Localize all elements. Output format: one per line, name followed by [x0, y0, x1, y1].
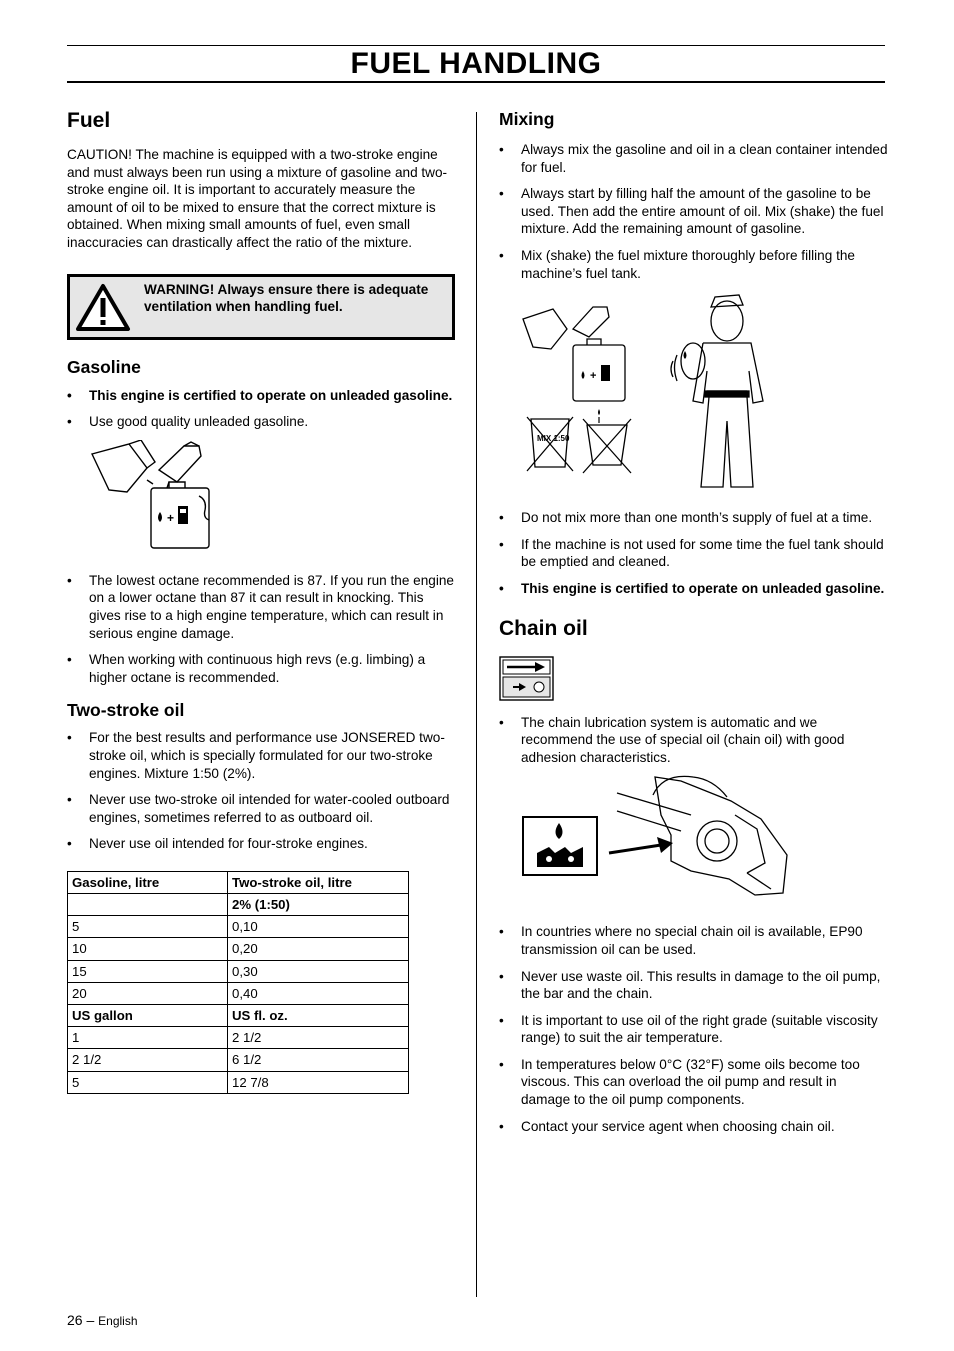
fuel-caution-text: CAUTION! The machine is equipped with a two-stroke engine and must always been run using a mixture of gasoline and two-stroke engine oil. It is important to accurately measure the amount of oil to be mixed to ensure that the correct mixture is obtained. When mixing small amounts of fuel, even small inaccuracies can drastically affect the ratio of the mixture.	[67, 147, 448, 250]
list-item: • If the machine is not used for some time the fuel tank should be emptied and cleaned.	[499, 536, 889, 571]
table-cell: US gallon	[68, 1005, 228, 1027]
list-item: • Always mix the gasoline and oil in a clean container intended for fuel.	[499, 141, 889, 176]
list-item: • The chain lubrication system is automatic and we recommend the use of special oil (chain oil) with good adhesion characteristics.	[499, 714, 889, 767]
page-number: 26	[67, 1312, 83, 1328]
list-item: • This engine is certified to operate on unleaded gasoline.	[499, 580, 889, 598]
table-cell: 0,40	[228, 982, 409, 1004]
footer-language: English	[98, 1314, 138, 1328]
svg-text:+: +	[167, 510, 175, 525]
table-cell: 10	[68, 938, 228, 960]
table-cell: Gasoline, litre	[68, 871, 228, 893]
list-item: • Never use oil intended for four-stroke engines.	[67, 835, 455, 853]
table-row	[68, 1071, 409, 1093]
table-row	[68, 916, 409, 938]
mixing-list-bottom	[499, 509, 889, 597]
gasoline-list-top	[67, 387, 455, 431]
list-item: • Mix (shake) the fuel mixture thoroughly before filling the machine’s fuel tank.	[499, 247, 889, 282]
table-row	[68, 1005, 409, 1027]
table-cell: 1	[68, 1027, 228, 1049]
warning-box	[67, 274, 455, 340]
table-row	[68, 871, 409, 893]
table-row	[68, 938, 409, 960]
warning-triangle-icon	[70, 277, 136, 337]
gasoline-list-bottom	[67, 572, 455, 687]
footer-separator: –	[86, 1312, 95, 1328]
table-cell: 2 1/2	[228, 1027, 409, 1049]
table-cell: 15	[68, 960, 228, 982]
list-item: • In temperatures below 0°C (32°F) some oils become too viscous. This can overload the oil pump and result in damage to the oil pump components.	[499, 1056, 889, 1109]
table-cell	[68, 894, 228, 916]
table-cell: 0,30	[228, 960, 409, 982]
table-cell: 2 1/2	[68, 1049, 228, 1071]
page-title: FUEL HANDLING	[67, 45, 885, 83]
list-item: • Never use two-stroke oil intended for water-cooled outboard engines, sometimes referred to as outboard oil.	[67, 791, 455, 826]
mix-label: MIX 1:50	[537, 434, 570, 444]
chainsaw-oil-illustration	[521, 775, 801, 905]
table-cell: 0,20	[228, 938, 409, 960]
mixing-heading: Mixing	[499, 109, 555, 129]
table-cell: 20	[68, 982, 228, 1004]
fuel-can-illustration	[89, 440, 239, 552]
table-row	[68, 1027, 409, 1049]
page-footer	[67, 1312, 138, 1331]
table-cell: 6 1/2	[228, 1049, 409, 1071]
list-item: • Use good quality unleaded gasoline.	[67, 413, 455, 431]
table-cell: US fl. oz.	[228, 1005, 409, 1027]
table-cell: Two-stroke oil, litre	[228, 871, 409, 893]
table-row	[68, 894, 409, 916]
list-item: • The lowest octane recommended is 87. If you run the engine on a lower octane than 87 it can result in knocking. This gives rise to a high engine temperature, which can result in serious engine damage.	[67, 572, 455, 642]
list-item: • Always start by filling half the amount of the gasoline to be used. Then add the entire amount of oil. Mix (shake) the fuel mixture. Add the remaining amount of gasoline.	[499, 185, 889, 238]
chain-oil-heading: Chain oil	[499, 616, 588, 640]
chain-oil-direction-icon	[499, 656, 555, 702]
table-cell: 5	[68, 916, 228, 938]
right-column	[499, 108, 889, 1144]
list-item: • For the best results and performance use JONSERED two-stroke oil, which is specially formulated for our two-stroke engines. Mixture 1:50 (2%).	[67, 729, 455, 782]
table-cell: 2% (1:50)	[228, 894, 409, 916]
table-row	[68, 960, 409, 982]
list-item: • Contact your service agent when choosing chain oil.	[499, 1118, 889, 1136]
list-item: • This engine is certified to operate on unleaded gasoline.	[67, 387, 455, 405]
left-column	[67, 108, 455, 1094]
list-item: • In countries where no special chain oil is available, EP90 transmission oil can be used.	[499, 923, 889, 958]
two-stroke-list	[67, 729, 455, 853]
list-item: • It is important to use oil of the right grade (suitable viscosity range) to suit the air temperature.	[499, 1012, 889, 1047]
chain-oil-list-top	[499, 714, 889, 767]
list-item: • Do not mix more than one month’s supply of fuel at a time.	[499, 509, 889, 527]
fuel-mixing-illustration	[517, 291, 797, 491]
svg-text:+: +	[590, 370, 597, 383]
table-cell: 5	[68, 1071, 228, 1093]
chain-oil-list-bottom	[499, 923, 889, 1135]
fuel-heading: Fuel	[67, 109, 111, 132]
mixing-list-top	[499, 141, 889, 282]
two-stroke-heading: Two-stroke oil	[67, 700, 185, 721]
gasoline-heading: Gasoline	[67, 356, 141, 377]
warning-text: WARNING! Always ensure there is adequate ventilation when handling fuel.	[144, 281, 429, 315]
table-row	[68, 982, 409, 1004]
list-item: • Never use waste oil. This results in damage to the oil pump, the bar and the chain.	[499, 968, 889, 1003]
fuel-mix-table	[67, 871, 409, 1094]
column-divider	[476, 112, 477, 1297]
table-cell: 12 7/8	[228, 1071, 409, 1093]
table-row	[68, 1049, 409, 1071]
table-cell: 0,10	[228, 916, 409, 938]
list-item: • When working with continuous high revs (e.g. limbing) a higher octane is recommended.	[67, 651, 455, 686]
